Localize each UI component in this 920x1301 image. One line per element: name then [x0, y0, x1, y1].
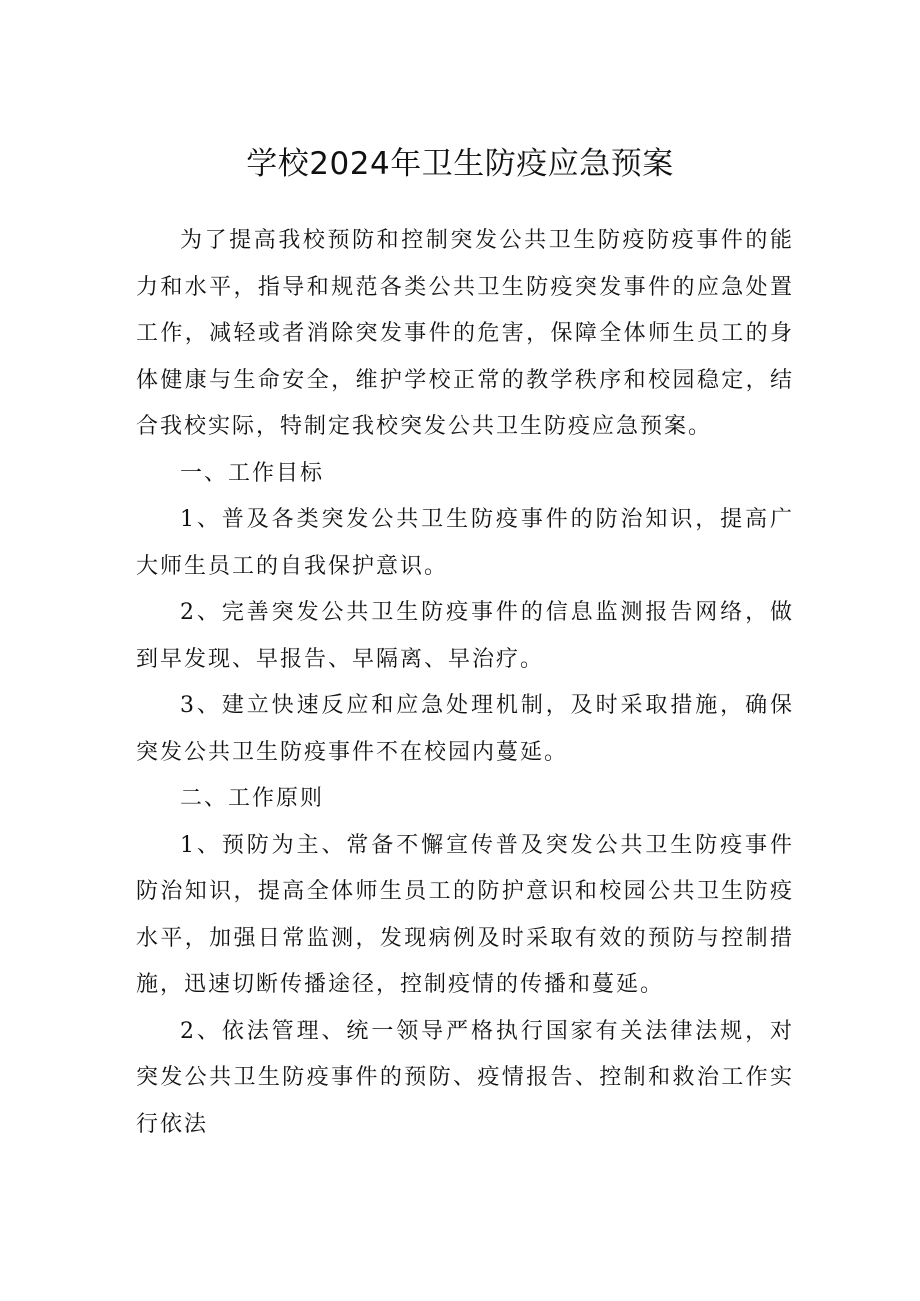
document-title: 学校2024年卫生防疫应急预案	[246, 146, 674, 182]
principle-item-2: 2、依法管理、统一领导严格执行国家有关法律法规，对突发公共卫生防疫事件的预防、疫情报告、控制和救治工作实行依法	[136, 1018, 794, 1137]
intro-paragraph: 为了提高我校预防和控制突发公共卫生防疫防疫事件的能力和水平，指导和规范各类公共卫生防疫突发事件的应急处置工作，减轻或者消除突发事件的危害，保障全体师生员工的身体健康与生命安全，维护学校正常的教学秩序和校园稳定，结合我校实际，特制定我校突发公共卫生防疫应急预案。	[136, 228, 794, 439]
principle-item-1: 1、预防为主、常备不懈宣传普及突发公共卫生防疫事件防治知识，提高全体师生员工的防护意识和校园公共卫生防疫水平，加强日常监测，发现病例及时采取有效的预防与控制措施，迅速切断传播途径，控制疫情的传播和蔓延。	[136, 832, 794, 997]
document-body	[136, 218, 794, 1148]
goal-item-1: 1、普及各类突发公共卫生防疫事件的防治知识，提高广大师生员工的自我保护意识。	[136, 507, 794, 579]
section-heading-goals: 一、工作目标	[180, 460, 325, 486]
section-heading-principles: 二、工作原则	[180, 786, 325, 811]
goal-item-3: 3、建立快速反应和应急处理机制，及时采取措施，确保突发公共卫生防疫事件不在校园内蔓延。	[136, 693, 794, 765]
goal-item-2: 2、完善突发公共卫生防疫事件的信息监测报告网络，做到早发现、早报告、早隔离、早治疗。	[136, 600, 794, 672]
